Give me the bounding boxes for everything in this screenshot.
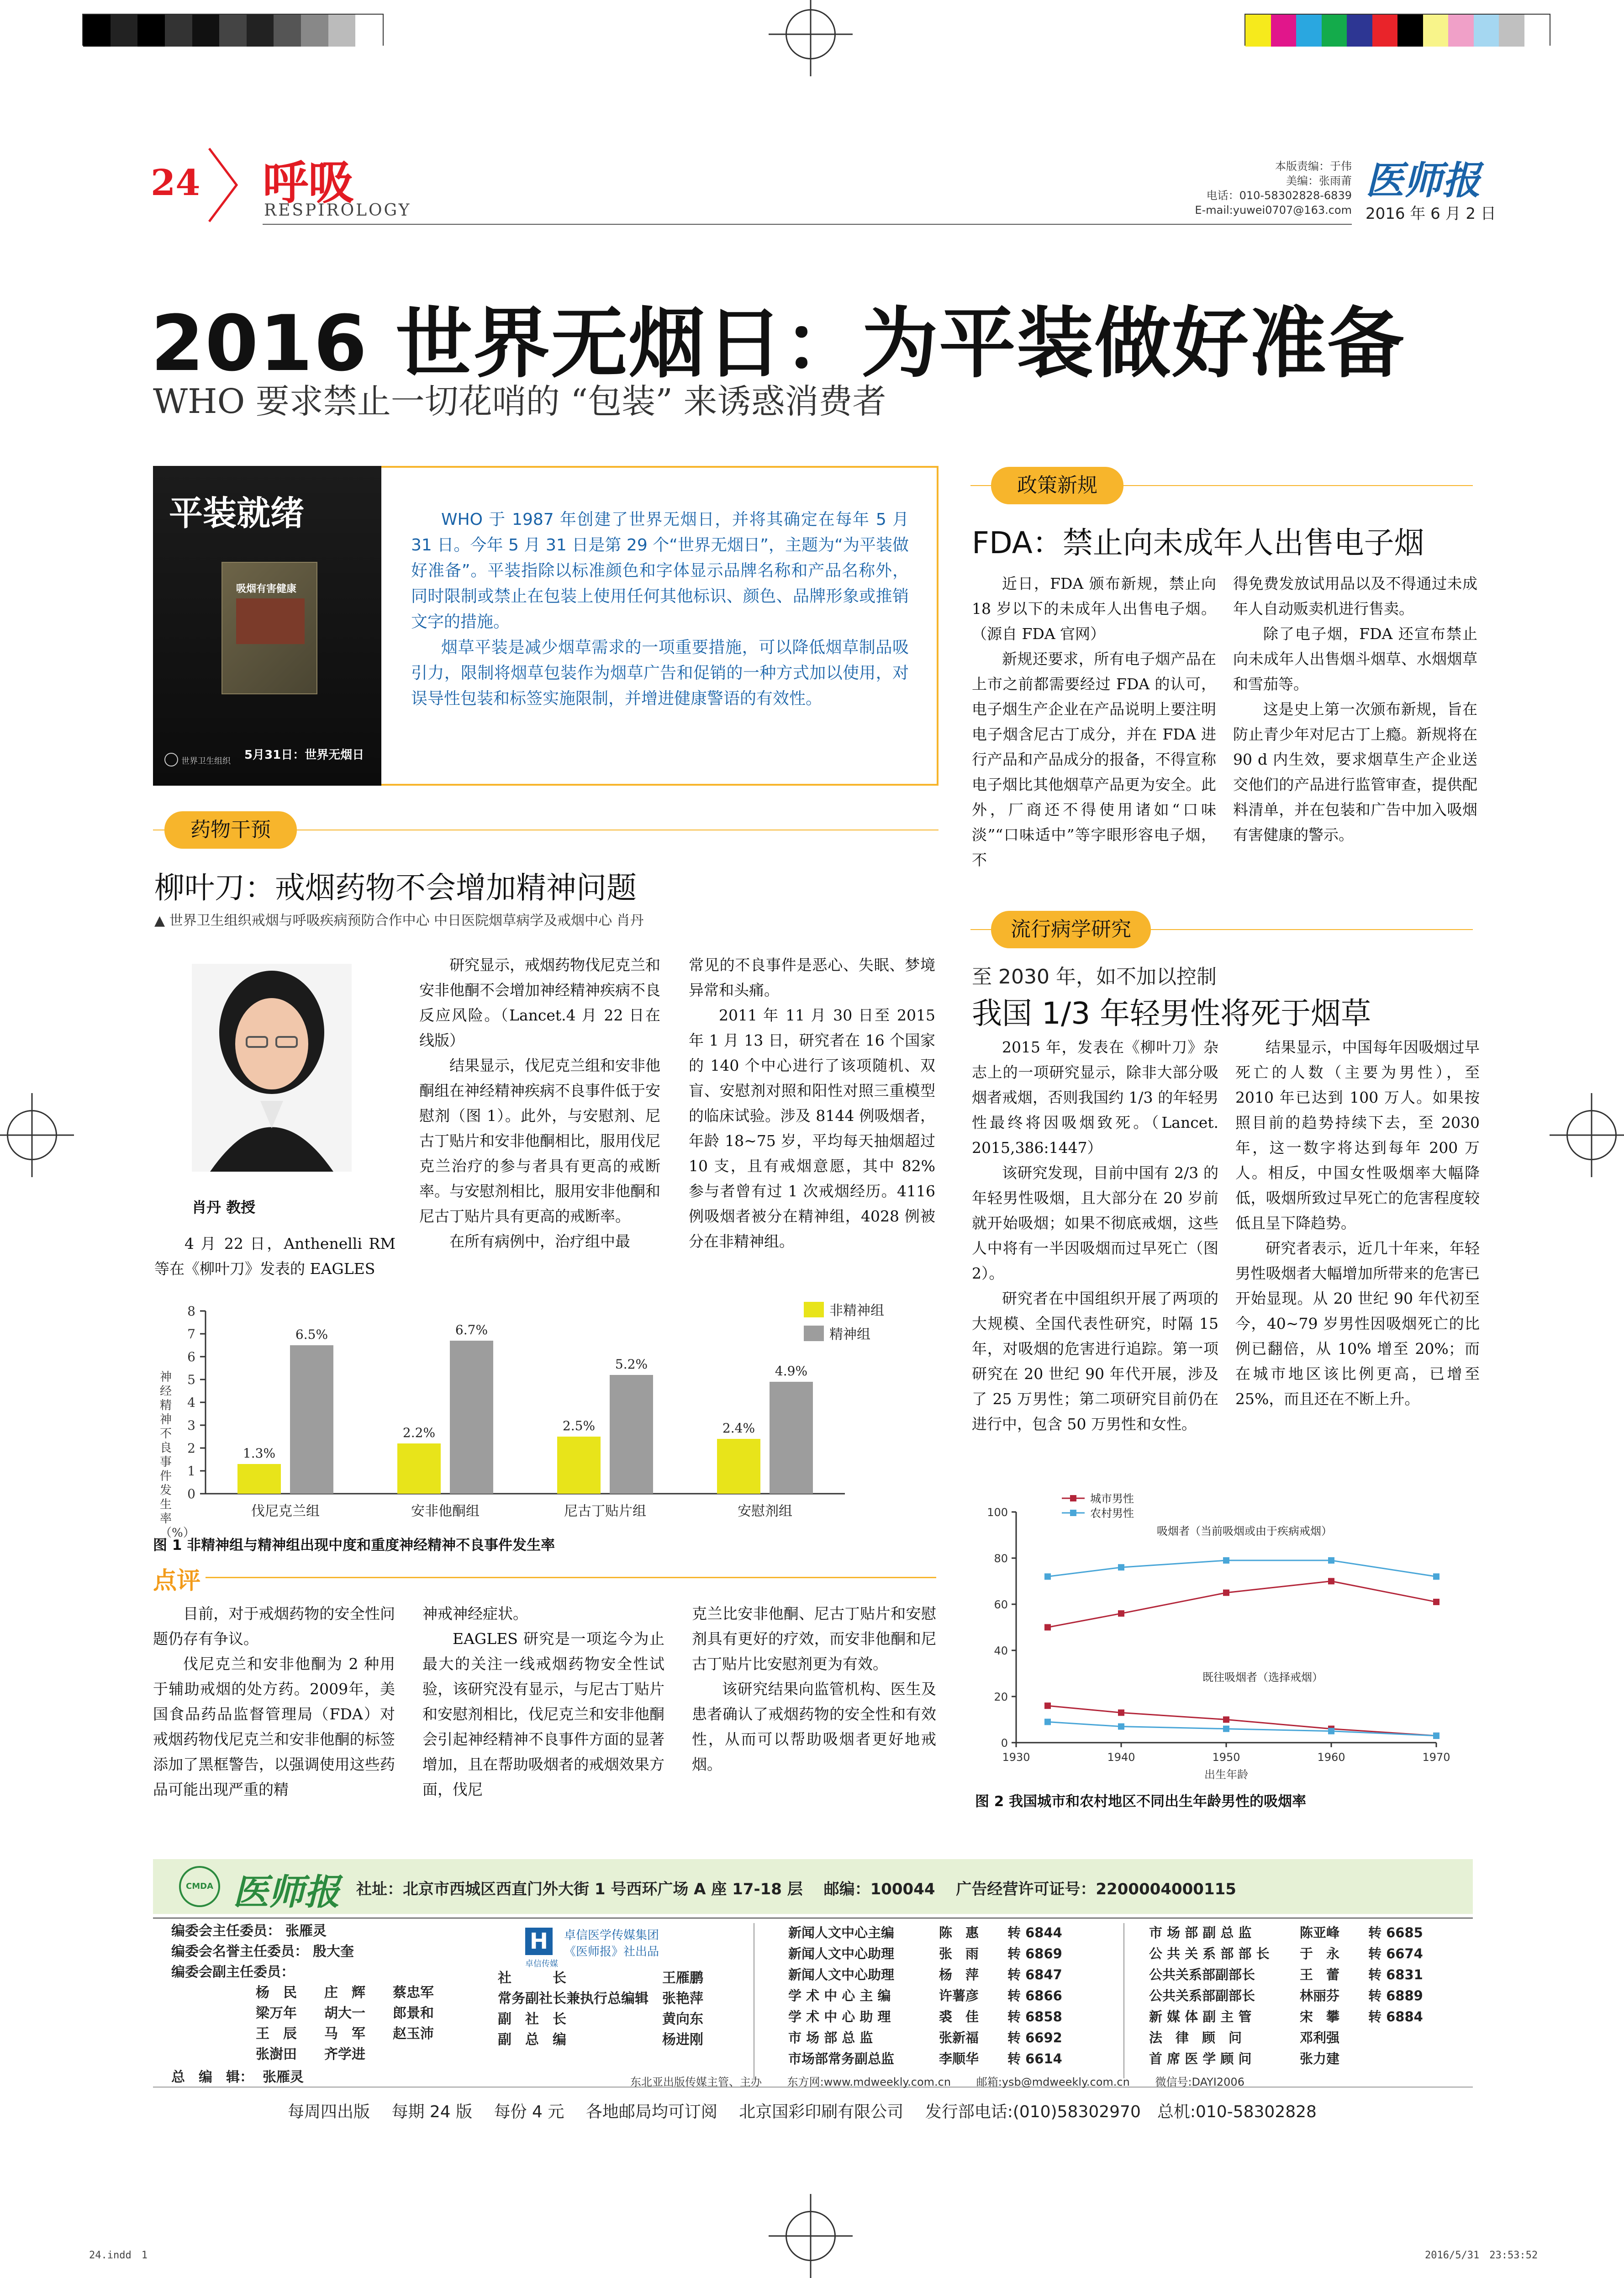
slug-timestamp: 2016/5/31 23:53:52 [1425,2250,1538,2261]
epi-col2-p1: 结果显示，中国每年因吸烟过早死亡的人数（主要为男性），至 2010 年已达到 100 万人。如果按照目前的趋势持续下去，至 2030 年，这一数字将达到每年 200 万人。相反，中国女性吸烟率大幅降低，吸烟所致过早死亡的危害程度较低且呈下降趋势。 [1235,1038,1480,1232]
chart1-y-tick-label: 6 [187,1349,195,1364]
market-staff-extension: 转 6685 [1368,1925,1423,1940]
commentary-label: 点评 [153,1567,201,1595]
market-staff-extension [1366,2027,1426,2048]
news-staff-role: 新闻人文中心助理 [788,1946,895,1961]
commentary-col1-p2: 伐尼克兰和安非他酮为 2 种用于辅助戒烟的处方药。2009年，美国食品药品监督管理局（FDA）对戒烟药物伐尼克兰和安非他酮的标签添加了黑框警告，以强调使用这些药品可能出现严重的精 [153,1655,395,1798]
commentary-col2 [422,1601,664,1802]
footer-address [356,1876,1236,1899]
officer-name: 张艳萍 [662,1991,703,2007]
footer-divider-2 [1123,1923,1124,2078]
vice-names-row [256,2003,461,2024]
chart1-data-label: 5.2% [615,1357,648,1372]
market-staff-name: 陈亚峰 [1300,1925,1340,1940]
chart1-data-label: 6.7% [455,1322,488,1337]
news-staff-extension: 转 6844 [1007,1925,1062,1940]
chart1-y-tick-label: 4 [187,1395,195,1410]
who-logo [164,753,178,766]
chart2-point [1223,1590,1229,1596]
news-staff-row [786,1922,1065,1943]
news-staff-row [786,2027,1065,2048]
wechat-text: 微信号:DAYI2006 [1155,2076,1244,2088]
header-credits [1160,159,1352,217]
epi-col1-p1: 2015 年，发表在《柳叶刀》杂志上的一项研究显示，除非大部分吸烟者戒烟，否则我国约 1/3 的年轻男性最终将因吸烟致死。（Lancet. 2015,386:1447） [972,1038,1218,1157]
editor-credit: 本版责编：于伟 [1275,160,1352,173]
market-staff-name: 张力建 [1300,2051,1340,2067]
main-headline: 2016 世界无烟日：为平装做好准备 [151,299,1405,388]
committee-row [171,1921,491,1941]
registration-mark-right [1566,1110,1617,1160]
commentary-rule [206,1577,936,1578]
footer-postcode: 邮编：100044 [823,1880,935,1898]
vice-names-row [256,2044,461,2065]
news-staff-role: 市 场 部 总 监 [788,2030,873,2045]
poster-footer: 5月31日：世界无烟日 [244,748,364,762]
page-number: 24 [151,162,200,204]
chart2-legend-label: 农村男性 [1090,1507,1134,1520]
chart2-x-tick-label: 1940 [1107,1751,1135,1764]
market-staff-role: 首 席 医 学 顾 问 [1149,2051,1252,2067]
drug-article-title: 柳叶刀：戒烟药物不会增加精神问题 [154,870,637,905]
vice-name: 胡大一 [324,2005,365,2021]
tag-drug-intervention: 药物干预 [164,811,297,849]
news-staff-table [786,1922,1065,2069]
news-staff-row [786,1964,1065,1985]
footer-address-text: 社址：北京市西城区西直门外大街 1 号西环广场 A 座 17-18 层 [356,1880,803,1898]
chart2-point [1118,1709,1124,1716]
vice-name: 梁万年 [256,2005,297,2021]
chart2-point [1433,1599,1439,1605]
registration-mark-top [786,9,836,59]
chart1-y-tick-label: 8 [187,1304,195,1319]
chief-editor-name: 张雁灵 [263,2069,304,2085]
officer-row [498,2009,703,2030]
chart1-legend-label: 精神组 [829,1327,870,1342]
phone-credit: 电话：010-58302828-6839 [1206,189,1352,202]
chief-editor-label: 总 编 辑： [171,2069,253,2085]
committee-name: 殷大奎 [313,1944,354,1960]
commentary-col3-p2: 该研究结果向监管机构、医生及患者确认了戒烟药物的安全性和有效性，从而可以帮助吸烟者更好地戒烟。 [692,1680,936,1773]
chart1-legend-swatch [804,1302,824,1317]
market-staff-name: 王 蕾 [1300,1967,1340,1982]
cmda-logo-icon: CMDA [179,1866,220,1907]
color-bar-gray [82,14,384,46]
poster-image [153,466,381,786]
news-staff-row [786,1943,1065,1964]
market-staff-row [1146,1943,1426,1964]
epi-title: 我国 1/3 年轻男性将死于烟草 [972,996,1371,1031]
news-staff-name: 裘 佳 [939,2009,979,2024]
market-staff-extension [1366,2048,1426,2069]
registration-mark-bottom [786,2211,836,2261]
epi-kicker: 至 2030 年，如不加以控制 [972,965,1217,988]
paper-logo: 医师报 [1366,158,1481,203]
registration-mark-left [7,1110,57,1160]
drug-col2-p3: 在所有病例中，治疗组中最 [449,1232,630,1250]
news-staff-role: 市场部常务副总监 [788,2051,895,2067]
section-title-en: RESPIROLOGY [264,201,411,220]
fda-col2-p1: 得免费发放试用品以及不得通过未成年人自动贩卖机进行售卖。 [1233,575,1477,618]
officer-role: 副 总 编 [498,2032,566,2048]
fda-col1-p2: 新规还要求，所有电子烟产品在上市之前都需要经过 FDA 的认可，电子烟生产企业在产品说明上要注明电子烟含尼古丁成分，并在 FDA 进行产品和产品成分的报备，不得宣称电子烟比其他烟草产品更为安全。此外，厂商还不得使用诸如“口味淡”“口味适中”等字眼形容电子烟，不 [972,650,1216,869]
vice-name: 郎景和 [393,2005,434,2021]
chart1-category-label: 伐尼克兰组 [251,1503,320,1519]
group-name: 卓信医学传媒集团 [564,1929,659,1942]
news-staff-name: 许薯彦 [939,1988,979,2003]
chart1-y-tick-label: 5 [187,1372,195,1387]
chart1-y-tick-label: 2 [187,1441,195,1456]
market-block [1146,1922,1426,2069]
slug-file: 24.indd 1 [89,2250,148,2261]
market-staff-extension: 转 6831 [1368,1967,1423,1982]
epi-col2 [1235,1035,1480,1411]
market-staff-role: 法 律 顾 问 [1149,2030,1242,2045]
email-credit: E-mail:yuwei0707@163.com [1195,204,1352,217]
chart2-legend-label: 城市男性 [1090,1492,1134,1505]
drug-col3 [689,952,935,1254]
market-staff-row [1146,1985,1426,2006]
footer-rule-top [153,1918,1473,1919]
epi-col2-p2: 研究者表示，近几十年来，年轻男性吸烟者大幅增加所带来的危害已开始显现。从 20 世纪 90 年代初至今，40~79 岁男性因吸烟死亡的比例已翻倍，从 10% 增至 20%；而在城市地区该比例更高，已增至 25%，而且还在不断上升。 [1235,1239,1480,1408]
chart2-point [1118,1564,1124,1570]
officer-name: 王雁鹏 [662,1970,703,1986]
vice-names-row [256,1982,461,2003]
chart2-caption: 图 2 我国城市和农村地区不同出生年龄男性的吸烟率 [975,1793,1307,1810]
chart2-y-tick-label: 100 [987,1506,1008,1519]
officer-role: 常务副社长兼执行总编辑 [498,1991,649,2007]
chart1-bar [717,1439,760,1494]
cigarette-pack [221,562,317,694]
chart1-category-label: 安非他酮组 [411,1503,480,1519]
vice-name: 赵玉沛 [393,2026,434,2042]
chart1-bar [237,1464,281,1494]
commentary-col2-p1: 神戒神经症状。 [422,1605,528,1623]
vice-name: 庄 辉 [324,1985,365,2001]
committee-role: 编委会主任委员： [171,1923,281,1939]
market-staff-extension: 转 6884 [1368,2009,1423,2024]
chart2-point [1118,1723,1124,1730]
chart2-point [1328,1557,1334,1564]
market-staff-role: 公共关系部副部长 [1149,1988,1255,2003]
chart2-point [1044,1719,1051,1725]
chart2-annotation-ex: 既往吸烟者（选择戒烟） [1202,1671,1323,1684]
officer-row [498,1988,703,2009]
footer-paper-logo: 医师报 [233,1871,340,1913]
market-staff-role: 公共关系部副部长 [1149,1967,1255,1982]
fda-article-title: FDA：禁止向未成年人出售电子烟 [972,525,1424,560]
chart2-point [1044,1624,1051,1631]
chart1-y-tick-label: 7 [187,1327,195,1342]
fda-col2 [1233,571,1477,847]
chart2-x-axis-label: 出生年龄 [1204,1768,1248,1781]
committee-row [171,1941,491,1962]
group-logo-text: 卓信传媒 [525,1959,558,1969]
chart2-point [1223,1557,1229,1564]
chart2-x-tick-label: 1970 [1422,1751,1450,1764]
news-staff-name: 杨 萍 [939,1967,979,1982]
fda-col1-p1: 近日，FDA 颁布新规，禁止向 18 岁以下的未成年人出售电子烟。（源自 FDA 官网） [972,575,1216,643]
publish-line: 每周四出版 每期 24 版 每份 4 元 各地邮局均可订阅 北京国彩印刷有限公司 发行部电话:(010)58302970 总机:010-58302828 [288,2103,1317,2121]
drug-col2-p2: 结果显示，伐尼克兰组和安非他酮组在神经精神疾病不良事件低于安慰剂（图 1）。此外，与安慰剂、尼古丁贴片和安非他酮相比，服用伐尼克兰治疗的参与者具有更高的戒断率。与安慰剂相比，服用安非他酮和尼古丁贴片具有更高的戒断率。 [419,1057,660,1225]
chart2-point [1044,1702,1051,1709]
news-staff-name: 陈 惠 [939,1925,979,1940]
pack-warning-label: 吸烟有害健康 [236,583,297,595]
chart2-series-line [1048,1560,1436,1576]
chart2-y-tick-label: 80 [994,1552,1008,1565]
chart1-bar [397,1443,441,1494]
vice-name: 杨 民 [256,1985,297,2001]
chart2-y-tick-label: 20 [994,1691,1008,1703]
news-staff-extension: 转 6614 [1007,2051,1062,2067]
chart2-point [1044,1573,1051,1580]
chart1-data-label: 2.5% [562,1418,596,1433]
chart2-series-line [1048,1722,1436,1736]
issue-date: 2016 年 6 月 2 日 [1366,205,1496,223]
chevron-right-icon [205,146,241,224]
chart1-legend-swatch [804,1326,824,1341]
drug-col3-p2: 2011 年 11 月 30 日至 2015 年 1 月 13 日，研究者在 16 个国家的 140 个中心进行了该项随机、双盲、安慰剂对照和阳性对照三重模型的临床试验。涉及 8144 例吸烟者，年龄 18~75 岁，平均每天抽烟超过 10 支，且有戒烟意愿，其中 82% 参与者曾有过 1 次戒烟经历。4116 例吸烟者被分在精神组，4028 例被分在非精神组。 [689,1006,935,1250]
chief-editor [171,2066,304,2086]
chart1-bar [557,1437,601,1494]
drug-col3-p1: 常见的不良事件是恶心、失眠、梦境异常和头痛。 [689,956,935,999]
market-staff-row [1146,1964,1426,1985]
poster-who-text: 世界卫生组织 [181,756,231,766]
news-staff-role: 学 术 中 心 主 编 [788,1988,891,2003]
website-text: 东方网:www.mdweekly.com.cn [787,2076,951,2088]
chart1-y-tick-label: 3 [187,1418,195,1433]
email-text: 邮箱:ysb@mdweekly.com.cn [976,2076,1130,2088]
group-sub: 《医师报》社出品 [564,1945,659,1959]
intro-text [411,507,909,712]
news-staff-name: 李顺华 [939,2051,979,2067]
officer-role: 副 社 长 [498,2011,566,2027]
commentary-col1 [153,1601,395,1802]
chart2-point [1223,1717,1229,1723]
news-staff-extension: 转 6858 [1007,2009,1062,2024]
market-staff-name: 邓利强 [1300,2030,1340,2045]
chart2-x-tick-label: 1960 [1317,1751,1345,1764]
news-staff-extension: 转 6692 [1007,2030,1062,2045]
epi-col1 [972,1035,1218,1437]
commentary-col2-p2: EAGLES 研究是一项迄今为止最大的关注一线戒烟药物安全性试验，该研究没有显示，与尼古丁贴片和安慰剂相比，伐尼克兰和安非他酮会引起神经精神不良事件方面的显著增加，且在帮助吸烟者的戒烟效果方面，伐尼 [422,1630,664,1798]
chart2-y-tick-label: 40 [994,1644,1008,1657]
fda-col2-p3: 这是史上第一次颁布新规，旨在防止青少年对尼古丁上瘾。新规将在 90 d 内生效，要求烟草生产企业送交他们的产品进行监管审查，提供配料清单，并在包装和广告中加入吸烟有害健康的警示。 [1233,700,1477,844]
chart1-bar [770,1382,813,1494]
tag-epidemiology: 流行病学研究 [991,911,1151,948]
officers-block [498,1968,703,2050]
market-staff-role: 公 共 关 系 部 部 长 [1149,1946,1270,1961]
intro-paragraph-1: WHO 于 1987 年创建了世界无烟日，并将其确定在每年 5 月 31 日。今年 5 月 31 日是第 29 个“世界无烟日”，主题为“为平装做好准备”。平装指除以标准颜色和字体显示品牌名称和产品名称外，同时限制或禁止在包装上使用任何其他标识、颜色、品牌形象或推销文字的措施。 [411,510,909,631]
epi-col1-p3: 研究者在中国组织开展了两项的大规模、全国代表性研究，时隔 15 年，对吸烟的危害进行追踪。第一项研究在 20 世纪 90 年代开展，涉及了 25 万男性；第二项研究目前仍在进行中，包含 50 万男性和女性。 [972,1290,1218,1433]
news-staff-row [786,2048,1065,2069]
chart1-data-label: 6.5% [295,1327,328,1342]
section-title: 呼吸 [263,156,354,210]
news-staff-extension: 转 6866 [1007,1988,1062,2003]
chart2-point [1328,1728,1334,1734]
news-staff-extension: 转 6847 [1007,1967,1062,1982]
chart1-data-label: 2.2% [402,1425,436,1440]
portrait-photo [192,964,352,1172]
commentary-col3 [692,1601,936,1777]
drug-col2-p1: 研究显示，戒烟药物伐尼克兰和安非他酮不会增加神经精神疾病不良反应风险。（Lancet.4 月 22 日在线版） [419,956,660,1049]
chart1-bar [290,1345,333,1494]
portrait-icon [192,964,352,1172]
market-staff-role: 新 媒 体 副 主 管 [1149,2009,1252,2024]
vice-names-row [256,2024,461,2044]
news-staff-extension: 转 6869 [1007,1946,1062,1961]
main-subtitle: WHO 要求禁止一切花哨的 “包装” 来诱惑消费者 [153,382,886,421]
officer-row [498,2030,703,2050]
chart1-category-label: 尼古丁贴片组 [564,1503,646,1519]
header-rule [263,224,1352,225]
committee-name: 张雁灵 [285,1923,327,1939]
chart1-bar [610,1375,653,1494]
officer-name: 黄向东 [662,2011,703,2027]
chart2-point [1223,1726,1229,1732]
market-staff-row [1146,1922,1426,1943]
market-staff-name: 宋 攀 [1300,2009,1340,2024]
vice-name: 王 辰 [256,2026,297,2042]
chart1-data-label: 2.4% [722,1421,755,1436]
chart1-y-tick-label: 0 [187,1486,195,1501]
market-staff-role: 市 场 部 副 总 监 [1149,1925,1252,1940]
committee-role: 编委会名誉主任委员： [171,1944,308,1960]
vice-name: 蔡忠军 [393,1985,434,2001]
market-staff-extension: 转 6674 [1368,1946,1423,1961]
news-staff-row [786,1985,1065,2006]
commentary-col1-p1: 目前，对于戒烟药物的安全性问题仍存有争议。 [153,1605,395,1648]
market-staff-extension: 转 6889 [1368,1988,1423,2003]
color-bar-cmyk [1244,14,1550,46]
tag-policy: 政策新规 [991,467,1123,504]
news-block [786,1922,1065,2069]
chart1-category-label: 安慰剂组 [738,1503,792,1519]
portrait-caption: 肖丹 教授 [192,1199,256,1216]
commentary-col3-p1: 克兰比安非他酮、尼古丁贴片和安慰剂具有更好的疗效，而安非他酮和尼古丁贴片比安慰剂更为有效。 [692,1605,936,1673]
chart1-ylabel: 神经精神不良事件发生率（%） [160,1370,195,1540]
drug-col2 [419,952,660,1254]
footer-contact-line [630,2073,1244,2089]
chart2-series-line [1048,1581,1436,1628]
news-staff-role: 学 术 中 心 助 理 [788,2009,891,2024]
market-staff-name: 于 永 [1300,1946,1340,1961]
committee-block [171,1921,491,1982]
chart1-svg [174,1293,941,1530]
chart2-y-tick-label: 0 [1001,1737,1008,1749]
chart2-legend-marker [1070,1495,1076,1501]
chart2-legend-marker [1070,1510,1076,1516]
chart1-bar [450,1341,493,1494]
vice-names [256,1982,461,2065]
chart2-point [1118,1610,1124,1617]
market-staff-row [1146,2027,1426,2048]
intro-paragraph-2: 烟草平装是减少烟草需求的一项重要措施，可以降低烟草制品吸引力，限制将烟草包装作为烟草广告和促销的一种方式加以使用，对误导性包装和标签实施限制，并增进健康警语的有效性。 [411,638,909,708]
fda-col1 [972,571,1216,872]
market-staff-row [1146,2048,1426,2069]
chart2-y-tick-label: 60 [994,1598,1008,1611]
vice-name: 马 军 [324,2026,365,2042]
supervisor-text: 东北亚出版传媒主管、主办 [630,2076,762,2088]
pack-warning-photo [236,598,305,644]
chart1-data-label: 4.9% [775,1364,808,1379]
drug-col1-text: 4 月 22 日，Anthenelli RM 等在《柳叶刀》发表的 EAGLES [154,1235,395,1278]
chart1-legend-label: 非精神组 [829,1303,884,1319]
chart2-point [1433,1573,1439,1580]
market-staff-table [1146,1922,1426,2069]
officer-row [498,1968,703,1988]
footer-license: 广告经营许可证号：2200004000115 [956,1880,1236,1898]
news-staff-role: 新闻人文中心助理 [788,1967,895,1982]
chart2-series-line [1048,1706,1436,1736]
chart2-point [1328,1578,1334,1585]
vice-name: 齐学进 [324,2046,365,2062]
officer-name: 杨进刚 [662,2032,703,2048]
officer-role: 社 长 [498,1970,566,1986]
chart1-data-label: 1.3% [243,1446,276,1461]
committee-row [171,1962,491,1982]
group-logo-icon: H [525,1928,553,1955]
market-staff-row [1146,2006,1426,2027]
news-staff-role: 新闻人文中心主编 [788,1925,895,1940]
market-staff-name: 林丽芬 [1300,1988,1340,2003]
drug-article-byline: ▲ 世界卫生组织戒烟与呼吸疾病预防合作中心 中日医院烟草病学及戒烟中心 肖丹 [154,913,644,929]
chart2-annotation-smokers: 吸烟者（当前吸烟或由于疾病戒烟） [1157,1525,1332,1538]
vice-name: 张澍田 [256,2046,297,2062]
designer-credit: 美编：张雨莆 [1286,174,1352,187]
chart2-x-tick-label: 1930 [1002,1751,1030,1764]
poster-title: 平装就绪 [169,494,304,533]
fda-col2-p2: 除了电子烟，FDA 还宣布禁止向未成年人出售烟斗烟草、水烟烟草和雪茄等。 [1233,625,1477,693]
chart2-point [1433,1733,1439,1739]
epi-col1-p2: 该研究发现，目前中国有 2/3 的年轻男性吸烟，且大部分在 20 岁前就开始吸烟；如果不彻底戒烟，这些人中将有一半因吸烟而过早死亡（图 2）。 [972,1164,1218,1282]
chart1-y-tick-label: 1 [187,1464,195,1479]
news-staff-name: 张 雨 [939,1946,979,1961]
chart1-caption: 图 1 非精神组与精神组出现中度和重度神经精神不良事件发生率 [153,1537,555,1554]
news-staff-name: 张新福 [939,2030,979,2045]
chart2-svg [970,1489,1477,1781]
chart2-x-tick-label: 1950 [1212,1751,1240,1764]
news-staff-row [786,2006,1065,2027]
committee-role: 编委会副主任委员： [171,1964,295,1980]
